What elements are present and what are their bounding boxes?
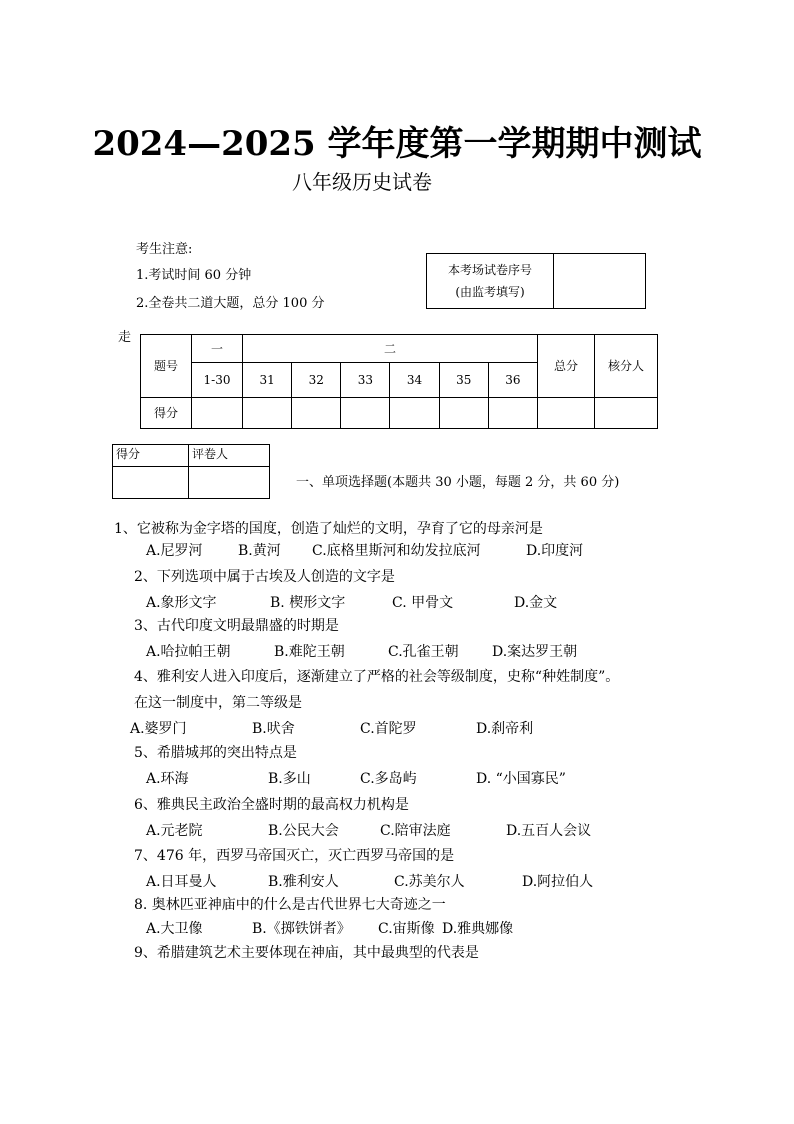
option-5a[interactable]: A.环海 bbox=[146, 771, 189, 787]
grader-name-label: 评卷人 bbox=[189, 445, 270, 467]
col-header: 31 bbox=[243, 363, 292, 397]
exam-subtitle: 八年级历史试卷 bbox=[292, 170, 432, 194]
option-5d[interactable]: D. “小国寡民” bbox=[476, 771, 566, 787]
option-7c[interactable]: C.苏美尔人 bbox=[394, 874, 465, 890]
option-3c[interactable]: C.孔雀王朝 bbox=[388, 644, 459, 660]
score-cell[interactable] bbox=[390, 397, 439, 428]
score-row-label: 得分 bbox=[141, 397, 192, 428]
col-header: 32 bbox=[292, 363, 341, 397]
option-3a[interactable]: A.哈拉帕王朝 bbox=[146, 644, 231, 660]
total-header: 总分 bbox=[538, 335, 595, 398]
col-header: 1-30 bbox=[192, 363, 243, 397]
question-4-continued: 在这一制度中，第二等级是 bbox=[134, 695, 302, 711]
option-4c[interactable]: C.首陀罗 bbox=[360, 721, 417, 737]
option-4a[interactable]: A.婆罗门 bbox=[130, 721, 187, 737]
question-1: 1、它被称为金字塔的国度，创造了灿烂的文明，孕育了它的母亲河是 bbox=[114, 521, 543, 537]
score-table bbox=[140, 334, 658, 429]
exam-title: 2024—2025 学年度第一学期期中测试 bbox=[92, 124, 702, 164]
part-two-header: 二 bbox=[243, 335, 538, 363]
section-one-title: 一、单项选择题(本题共 30 小题，每题 2 分，共 60 分) bbox=[296, 475, 620, 490]
option-5c[interactable]: C.多岛屿 bbox=[360, 771, 417, 787]
col-header: 35 bbox=[439, 363, 488, 397]
option-1b[interactable]: B.黄河 bbox=[238, 543, 281, 559]
checker-header: 核分人 bbox=[595, 335, 658, 398]
score-cell[interactable] bbox=[192, 397, 243, 428]
seat-number-box bbox=[426, 253, 646, 309]
grader-name-cell[interactable] bbox=[189, 467, 270, 499]
question-4: 4、雅利安人进入印度后，逐渐建立了严格的社会等级制度，史称“种姓制度”。 bbox=[134, 669, 620, 685]
question-5: 5、希腊城邦的突出特点是 bbox=[134, 745, 297, 761]
score-cell[interactable] bbox=[243, 397, 292, 428]
seat-label-line-1: 本考场试卷序号 bbox=[447, 263, 532, 277]
option-3d[interactable]: D.案达罗王朝 bbox=[492, 644, 578, 660]
grader-score-cell[interactable] bbox=[113, 467, 189, 499]
option-8d[interactable]: D.雅典娜像 bbox=[442, 921, 514, 937]
checker-cell[interactable] bbox=[595, 397, 658, 428]
score-cell[interactable] bbox=[439, 397, 488, 428]
option-4d[interactable]: D.刹帝利 bbox=[476, 721, 534, 737]
option-2c[interactable]: C. 甲骨文 bbox=[392, 595, 454, 611]
question-2: 2、下列选项中属于古埃及人创造的文字是 bbox=[134, 569, 395, 585]
option-1d[interactable]: D.印度河 bbox=[526, 543, 584, 559]
option-1c[interactable]: C.底格里斯河和幼发拉底河 bbox=[312, 543, 481, 559]
option-8a[interactable]: A.大卫像 bbox=[146, 921, 203, 937]
score-cell[interactable] bbox=[488, 397, 537, 428]
margin-mark: 走 bbox=[118, 330, 132, 345]
question-number-header: 题号 bbox=[141, 335, 192, 398]
option-6c[interactable]: C.陪审法庭 bbox=[380, 823, 451, 839]
option-4b[interactable]: B.吠舍 bbox=[252, 721, 295, 737]
option-6d[interactable]: D.五百人会议 bbox=[506, 823, 592, 839]
option-5b[interactable]: B.多山 bbox=[268, 771, 311, 787]
option-6b[interactable]: B.公民大会 bbox=[268, 823, 339, 839]
grader-box bbox=[112, 444, 270, 499]
seat-number-cell[interactable] bbox=[554, 254, 646, 309]
col-header: 36 bbox=[488, 363, 537, 397]
seat-label-line-2: (由监考填写) bbox=[455, 285, 525, 299]
question-7: 7、476 年，西罗马帝国灭亡，灭亡西罗马帝国的是 bbox=[134, 848, 455, 864]
part-one-header: 一 bbox=[192, 335, 243, 363]
option-3b[interactable]: B.难陀王朝 bbox=[274, 644, 345, 660]
option-2b[interactable]: B. 楔形文字 bbox=[270, 595, 346, 611]
score-cell[interactable] bbox=[292, 397, 341, 428]
option-6a[interactable]: A.元老院 bbox=[146, 823, 203, 839]
question-8: 8. 奥林匹亚神庙中的什么是古代世界七大奇迹之一 bbox=[134, 897, 446, 913]
question-9: 9、希腊建筑艺术主要体现在神庙，其中最典型的代表是 bbox=[134, 945, 479, 961]
seat-number-label bbox=[427, 254, 554, 309]
col-header: 34 bbox=[390, 363, 439, 397]
total-cell[interactable] bbox=[538, 397, 595, 428]
question-3: 3、古代印度文明最鼎盛的时期是 bbox=[134, 618, 339, 634]
notice-heading: 考生注意: bbox=[136, 242, 193, 257]
option-7a[interactable]: A.日耳曼人 bbox=[146, 874, 217, 890]
grader-score-label: 得分 bbox=[113, 445, 189, 467]
option-2a[interactable]: A.象形文字 bbox=[146, 595, 217, 611]
notice-line-1: 1.考试时间 60 分钟 bbox=[136, 268, 252, 283]
score-cell[interactable] bbox=[341, 397, 390, 428]
option-8b[interactable]: B.《掷铁饼者》 bbox=[252, 921, 351, 937]
option-2d[interactable]: D.金文 bbox=[514, 595, 558, 611]
option-1a[interactable]: A.尼罗河 bbox=[146, 543, 203, 559]
option-7d[interactable]: D.阿拉伯人 bbox=[522, 874, 594, 890]
option-8c[interactable]: C.宙斯像 bbox=[378, 921, 435, 937]
notice-line-2: 2.全卷共二道大题，总分 100 分 bbox=[136, 296, 325, 311]
option-7b[interactable]: B.雅利安人 bbox=[268, 874, 339, 890]
question-6: 6、雅典民主政治全盛时期的最高权力机构是 bbox=[134, 797, 409, 813]
col-header: 33 bbox=[341, 363, 390, 397]
